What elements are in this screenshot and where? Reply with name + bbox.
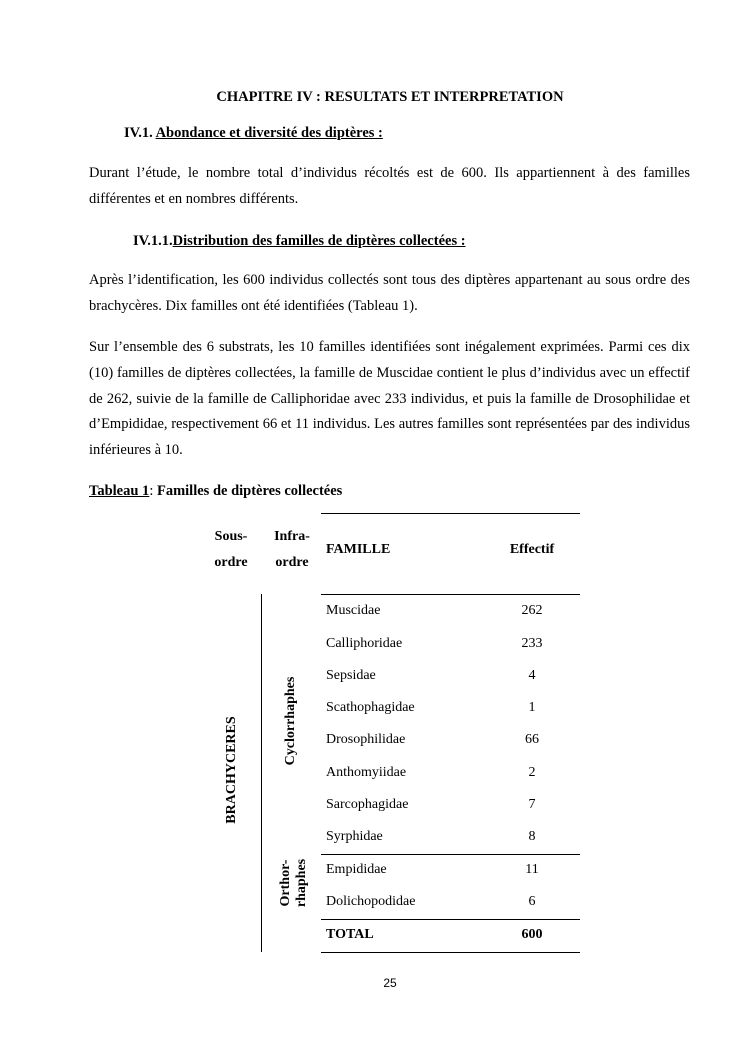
table-total-value: 600: [521, 927, 543, 942]
table-bottom-rule: [321, 952, 580, 953]
orthorrhaphes-line1: Orthor-: [278, 859, 293, 907]
header-effectif: Effectif: [509, 542, 555, 557]
infra-ordre-cyclorrhaphes: Cyclorrhaphes: [283, 676, 298, 766]
table-row-effectif: 11: [525, 862, 539, 877]
table-caption-label: Tableau 1: [89, 483, 150, 499]
table-top-rule: [321, 513, 580, 514]
section-heading-iv1: [124, 125, 383, 142]
section-number: IV.1.: [124, 125, 153, 141]
page-number: 25: [383, 976, 397, 990]
table-row-famille: Anthomyiidae: [326, 765, 407, 780]
table-total-label: TOTAL: [326, 927, 374, 942]
orthorrhaphes-line2: rhaphes: [294, 858, 309, 908]
table-row-effectif: 2: [528, 765, 536, 780]
header-sous-ordre-line1: Sous-: [214, 529, 248, 544]
chapter-title: CHAPITRE IV : RESULTATS ET INTERPRETATION: [216, 89, 564, 105]
table-header-rule: [321, 594, 580, 595]
header-infra-ordre: [262, 524, 322, 576]
table-row-famille: Syrphidae: [326, 829, 383, 844]
paragraph-3: Sur l’ensemble des 6 substrats, les 10 familles identifiées sont inégalement exprimées. Parmi ces dix (10) familles de diptères collectées, la famille de Muscidae contient le plus d’individus avec un effectif de 262, suivie de la famille de Calliphoridae avec 233 individus, et puis la famille de Drosophilidae et d’Empididae, respectivement 66 et 11 individus. Les autres familles sont représentées par des individus inférieures à 10.: [89, 339, 690, 459]
table-row-famille: Dolichopodidae: [326, 894, 416, 909]
table-row-famille: Sepsidae: [326, 668, 376, 683]
table-row-famille: Empididae: [326, 862, 387, 877]
table-row-effectif: 1: [528, 700, 536, 715]
header-infra-ordre-line2: ordre: [275, 555, 309, 570]
table-row-famille: Muscidae: [326, 603, 381, 618]
table-row-famille: Calliphoridae: [326, 636, 403, 651]
paragraph-2: Après l’identification, les 600 individus collectés sont tous des diptères appartenant au sous ordre des brachycères. Dix familles ont été identifiées (Tableau 1).: [89, 272, 690, 314]
header-famille: FAMILLE: [326, 542, 391, 557]
subsection-number: IV.1.1.: [133, 233, 173, 249]
table-row-famille: Sarcophagidae: [326, 797, 409, 812]
infra-ordre-orthorrhaphes: [278, 848, 312, 918]
table-vertical-rule: [261, 594, 262, 952]
table-row-effectif: 233: [521, 636, 543, 651]
table-row-effectif: 6: [528, 894, 536, 909]
table-row-effectif: 66: [525, 732, 539, 747]
table-row-famille: Drosophilidae: [326, 732, 406, 747]
table-group-rule: [321, 854, 580, 855]
table-row-famille: Scathophagidae: [326, 700, 415, 715]
table-row-effectif: 262: [521, 603, 543, 618]
header-infra-ordre-line1: Infra-: [274, 529, 310, 544]
table-caption-title: Familles de diptères collectées: [156, 483, 343, 499]
header-sous-ordre-line2: ordre: [214, 555, 248, 570]
table-caption: [89, 483, 342, 500]
paragraph-1: Durant l’étude, le nombre total d’individus récoltés est de 600. Ils appartiennent à des familles différentes et en nombres différents.: [89, 165, 690, 207]
table-total-rule: [321, 919, 580, 920]
table-row-effectif: 7: [528, 797, 536, 812]
header-sous-ordre: [200, 524, 262, 576]
sous-ordre-brachyceres: BRACHYCERES: [224, 716, 239, 824]
subsection-title: Distribution des familles de diptères collectées :: [172, 233, 466, 249]
table-caption-colon: :: [149, 483, 157, 499]
section-heading-iv11: [133, 233, 466, 250]
table-row-effectif: 8: [528, 829, 536, 844]
table-row-effectif: 4: [528, 668, 536, 683]
section-title: Abondance et diversité des diptères :: [155, 125, 383, 141]
